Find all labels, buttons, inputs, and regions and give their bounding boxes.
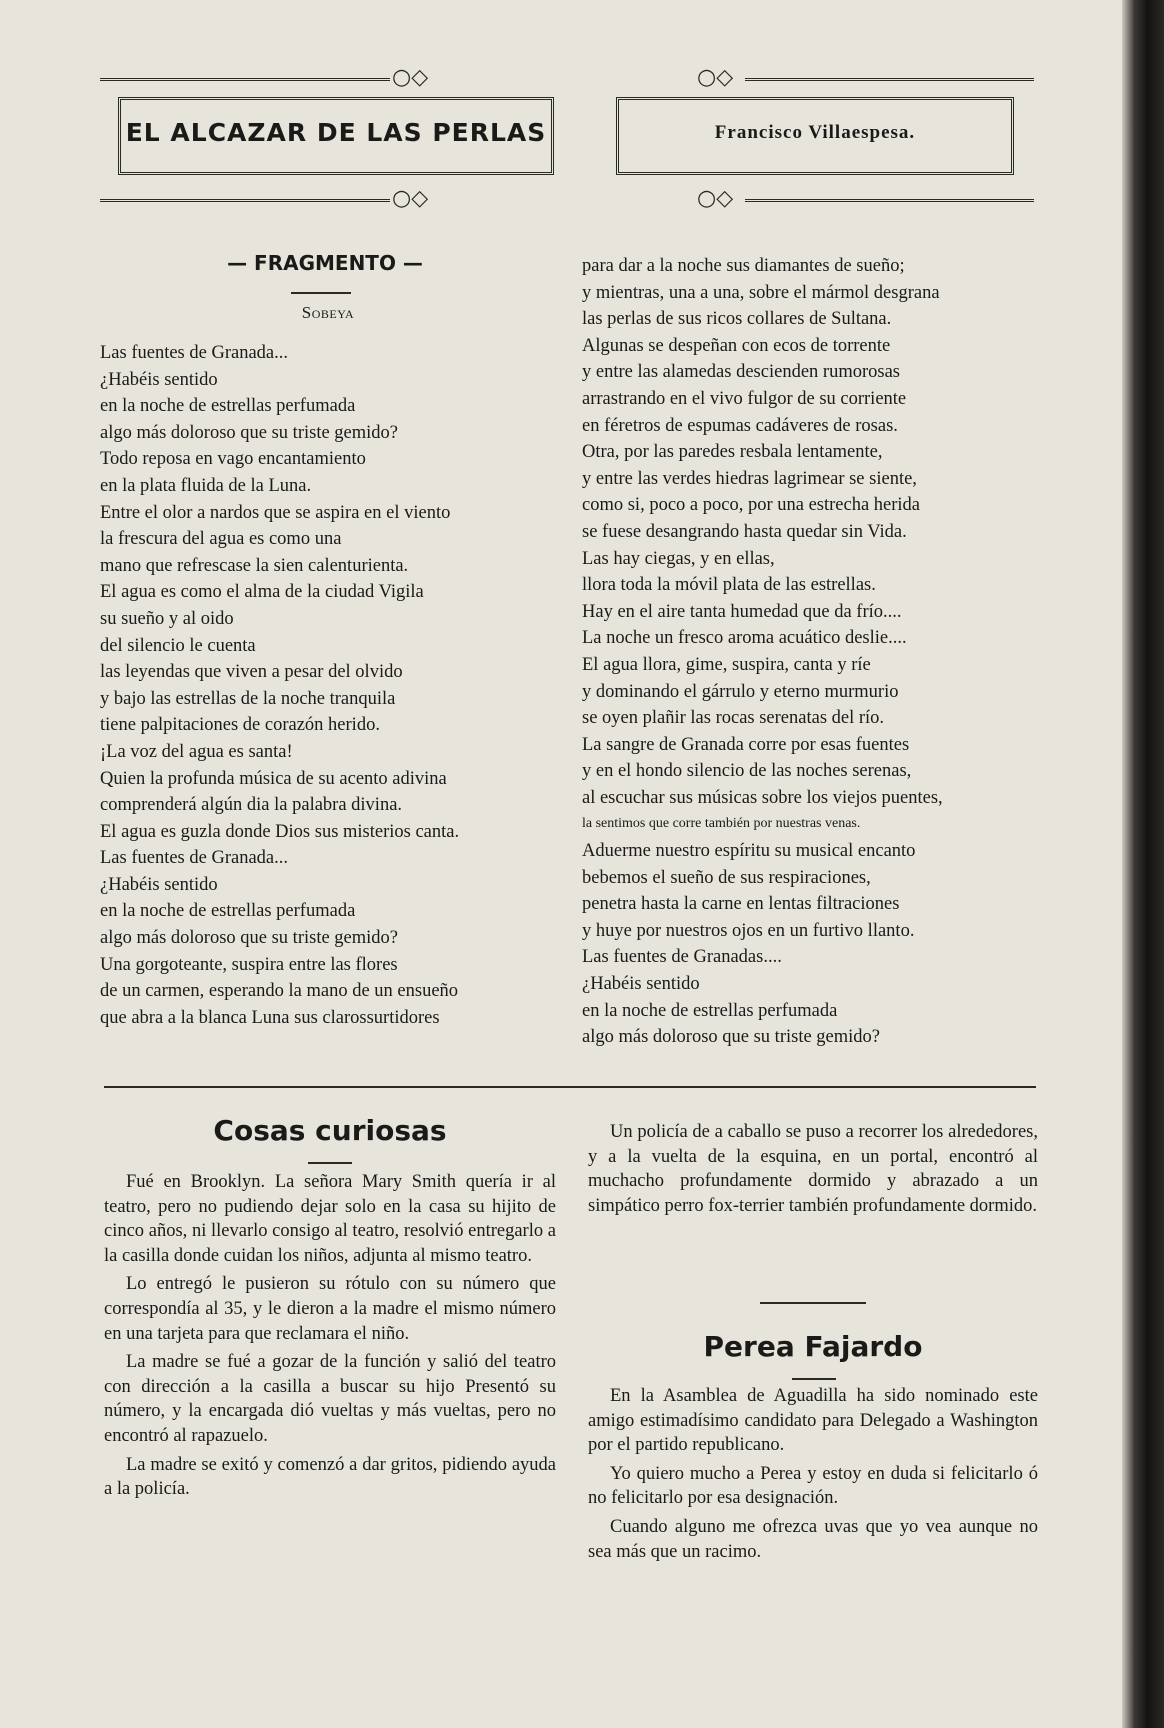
header-bottom-rule-right [745, 199, 1034, 205]
poem-line: y bajo las estrellas de la noche tranquila [100, 688, 396, 709]
poem-line: en la noche de estrellas perfumada [582, 1000, 838, 1021]
ornament-icon: ○◇ [697, 186, 734, 211]
ornament-icon: ○◇ [697, 65, 734, 90]
poem-line: Algunas se despeñan con ecos de torrente [582, 335, 891, 356]
poem-line: en la plata fluida de la Luna. [100, 475, 312, 496]
poem-line: y entre las alamedas descienden rumorosas [582, 362, 900, 383]
article-paragraph: En la Asamblea de Aguadilla ha sido nominado este amigo estimadísimo candidato para Delegado a Washington por el partido republicano. [588, 1386, 1038, 1456]
cosas-body [104, 1170, 556, 1502]
poem-line: al escuchar sus músicas sobre los viejos puentes, [582, 787, 943, 808]
poem-line: y mientras, una a una, sobre el mármol desgrana [582, 282, 940, 303]
cosas-title: Cosas curiosas [213, 1114, 447, 1147]
poem-left-lines [100, 340, 570, 1031]
poem-line: Una gorgoteante, suspira entre las flores [100, 954, 398, 975]
poem-line: Todo reposa en vago encantamiento [100, 449, 366, 470]
perea-title: Perea Fajardo [703, 1330, 923, 1363]
poem-line: en la noche de estrellas perfumada [100, 396, 356, 417]
poem-line: Quien la profunda música de su acento adivina [100, 768, 447, 789]
continuation-paragraph: Un policía de a caballo se puso a recorrer los alrededores, y a la vuelta de la esquina, en un portal, encontró al muchacho profundamente dormido y abrazado a un simpático perro fox-terrier también profundamente dormido. [588, 1122, 1038, 1216]
poem-line: las perlas de sus ricos collares de Sultana. [582, 309, 892, 330]
poem-line: llora toda la móvil plata de las estrellas. [582, 575, 876, 596]
article-author: Francisco Villaespesa. [714, 122, 916, 143]
poem-line: Entre el olor a nardos que se aspira en el viento [100, 502, 451, 523]
article-paragraph: La madre se exitó y comenzó a dar gritos, pidiendo ayuda a la policía. [104, 1454, 556, 1500]
poem-line: El agua llora, gime, suspira, canta y ríe [582, 654, 871, 675]
poem-line: ¡La voz del agua es santa! [100, 741, 293, 762]
poem-line: arrastrando en el vivo fulgor de su corriente [582, 388, 907, 409]
header-banner [100, 65, 1034, 222]
article-paragraph: Cuando alguno me ofrezca uvas que yo vea aunque no sea más que un racimo. [588, 1516, 1038, 1562]
poem-line: se fuese desangrando hasta quedar sin Vida. [582, 521, 907, 542]
poem-right-column [582, 253, 1042, 1051]
poem-line: penetra hasta la carne en lentas filtraciones [582, 894, 900, 915]
poem-line: Las fuentes de Granadas.... [582, 947, 782, 968]
article-paragraph: La madre se fué a gozar de la función y salió del teatro con dirección a la casilla a buscar su hijo Presentó su número, y la encargada dió vueltas y más vueltas, pero no encontró al rapazuelo. [104, 1352, 556, 1446]
page-binding-edge [1122, 0, 1164, 1728]
poem-left-column [100, 250, 570, 1031]
poem-line: su sueño y al oido [100, 608, 234, 629]
poem-line: y dominando el gárrulo y eterno murmurio [582, 681, 899, 702]
poem-line: Las fuentes de Granada... [100, 848, 288, 869]
heading-rule [291, 292, 351, 294]
cosas-title-rule [308, 1162, 352, 1164]
poem-line: se oyen plañir las rocas serenatas del río. [582, 708, 885, 729]
ornament-icon: ○◇ [392, 186, 429, 211]
article-paragraph: Lo entregó le pusieron su rótulo con su número que correspondía al 35, y le dieron a la madre el mismo número en una tarjeta para que reclamara el niño. [104, 1274, 556, 1344]
poem-line: para dar a la noche sus diamantes de sueño; [582, 256, 905, 276]
poem-heading: — FRAGMENTO — [227, 251, 423, 275]
header-top-rule-left [100, 78, 390, 84]
poem-line: en féretros de espumas cadáveres de rosas. [582, 415, 898, 436]
poem-line: Aduerme nuestro espíritu su musical encanto [582, 841, 916, 862]
perea-title-rule [792, 1378, 836, 1380]
poem-line: algo más doloroso que su triste gemido? [100, 928, 399, 949]
poem-line: de un carmen, esperando la mano de un ensueño [100, 981, 459, 1002]
poem-line: tiene palpitaciones de corazón herido. [100, 715, 380, 736]
poem-line: ¿Habéis sentido [100, 874, 218, 895]
poem-line: ¿Habéis sentido [582, 974, 700, 995]
poem-line: El agua es guzla donde Dios sus misterios canta. [100, 821, 460, 842]
perea-body [588, 1384, 1038, 1564]
article-paragraph: Fué en Brooklyn. La señora Mary Smith quería ir al teatro, pero no pudiendo dejar solo en la casa su hijito de cinco años, ni llevarlo consigo al teatro, resolvió entregarlo a la casilla donde cuidan los niños, adjunta al mismo teatro. [104, 1172, 556, 1266]
poem-line: la frescura del agua es como una [100, 529, 342, 550]
ornament-icon: ○◇ [392, 65, 429, 90]
poem-line: las leyendas que viven a pesar del olvido [100, 662, 403, 683]
poem-line: del silencio le cuenta [100, 635, 256, 656]
poem-line: bebemos el sueño de sus respiraciones, [582, 867, 871, 888]
poem-line: la sentimos que corre también por nuestras venas. [582, 816, 861, 832]
poem-line: Las hay ciegas, y en ellas, [582, 548, 775, 569]
poem-line: y en el hondo silencio de las noches serenas, [582, 761, 912, 782]
poem-line: comprenderá algún dia la palabra divina. [100, 795, 403, 816]
poem-line: como si, poco a poco, por una estrecha herida [582, 495, 921, 516]
poem-right-lines [582, 253, 1042, 1051]
poem-line: mano que refrescase la sien calenturienta. [100, 555, 409, 576]
cosas-continuation [588, 1120, 1038, 1218]
poem-line: La sangre de Granada corre por esas fuentes [582, 734, 910, 755]
poem-line: y huye por nuestros ojos en un furtivo llanto. [582, 920, 915, 941]
poem-line: El agua es como el alma de la ciudad Vigila [100, 582, 424, 603]
poem-line: ¿Habéis sentido [100, 369, 218, 390]
poem-line: algo más doloroso que su triste gemido? [100, 422, 399, 443]
article-paragraph: Yo quiero mucho a Perea y estoy en duda si felicitarlo ó no felicitarlo por esa designación. [588, 1463, 1038, 1509]
column-break-rule [760, 1302, 866, 1304]
header-top-rule-right [745, 78, 1034, 84]
poem-line: Las fuentes de Granada... [100, 343, 288, 363]
section-divider [104, 1086, 1036, 1088]
article-title: EL ALCAZAR DE LAS PERLAS [125, 118, 547, 147]
poem-line: algo más doloroso que su triste gemido? [582, 1027, 881, 1048]
poem-line: y entre las verdes hiedras lagrimear se siente, [582, 468, 917, 489]
poem-line: La noche un fresco aroma acuático deslie.... [582, 628, 907, 649]
poem-line: Hay en el aire tanta humedad que da frío.... [582, 601, 902, 622]
poem-speaker: Sobeya [301, 303, 355, 322]
poem-line: en la noche de estrellas perfumada [100, 901, 356, 922]
poem-line: que abra a la blanca Luna sus clarossurtidores [100, 1007, 440, 1028]
poem-line: Otra, por las paredes resbala lentamente, [582, 442, 883, 463]
header-bottom-rule-left [100, 199, 390, 205]
